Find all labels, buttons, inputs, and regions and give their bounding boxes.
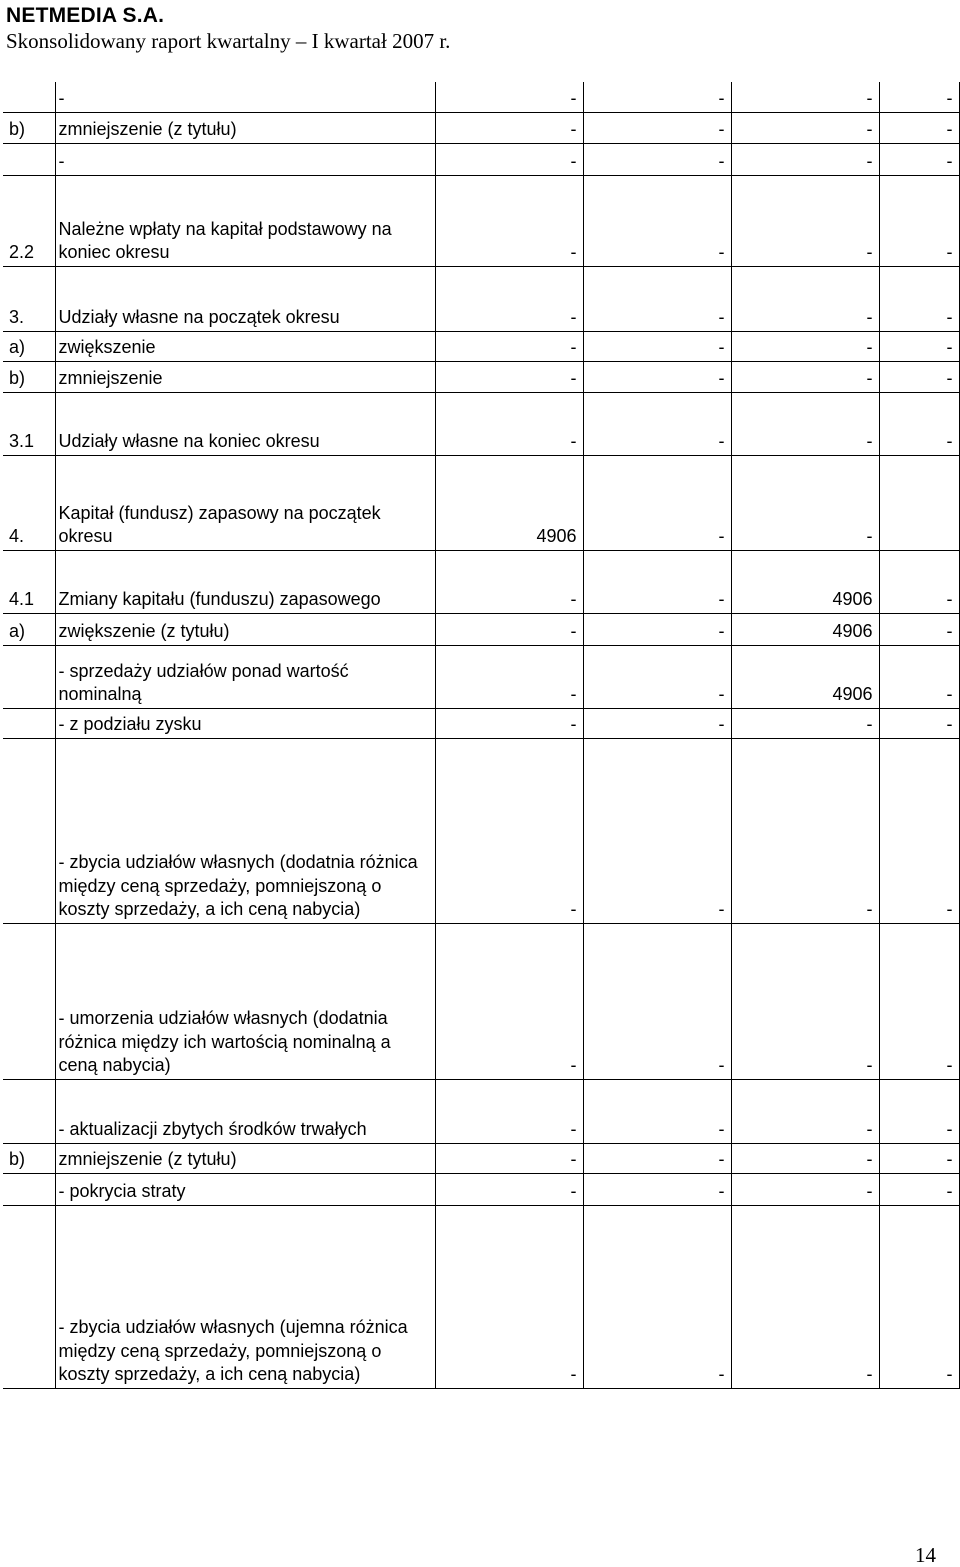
row-value: - <box>879 1143 959 1173</box>
row-value: - <box>731 923 879 1079</box>
row-value: - <box>435 175 583 266</box>
row-value: - <box>731 738 879 923</box>
row-value: - <box>731 392 879 455</box>
row-value: - <box>435 266 583 331</box>
row-description: - pokrycia straty <box>55 1173 435 1205</box>
row-value: 4906 <box>731 550 879 613</box>
row-value: - <box>879 143 959 175</box>
row-value: - <box>435 1143 583 1173</box>
table-row <box>3 645 959 708</box>
row-value: - <box>435 613 583 645</box>
row-value: - <box>583 143 731 175</box>
table-row <box>3 708 959 738</box>
row-description: - aktualizacji zbytych środków trwałych <box>55 1079 435 1143</box>
row-number <box>3 1205 55 1388</box>
row-value: - <box>731 1205 879 1388</box>
row-value: - <box>879 1173 959 1205</box>
table-row <box>3 613 959 645</box>
row-description: Należne wpłaty na kapitał podstawowy na koniec okresu <box>55 175 435 266</box>
row-value: - <box>435 331 583 361</box>
row-value: - <box>583 175 731 266</box>
row-value: - <box>731 1173 879 1205</box>
row-number <box>3 1173 55 1205</box>
row-number: b) <box>3 112 55 143</box>
row-description: - <box>55 143 435 175</box>
table-row <box>3 1205 959 1388</box>
row-description: Udziały własne na początek okresu <box>55 266 435 331</box>
row-number <box>3 1079 55 1143</box>
row-value: - <box>583 1205 731 1388</box>
row-number <box>3 923 55 1079</box>
row-description: zmniejszenie <box>55 361 435 392</box>
row-value: 4906 <box>731 613 879 645</box>
row-value: - <box>583 708 731 738</box>
row-value: - <box>879 175 959 266</box>
row-number: 3. <box>3 266 55 331</box>
row-value: - <box>583 392 731 455</box>
row-value: - <box>731 1143 879 1173</box>
row-value: - <box>435 1173 583 1205</box>
row-value: - <box>731 266 879 331</box>
row-value: - <box>731 361 879 392</box>
row-value: 4906 <box>435 455 583 550</box>
row-value: - <box>583 738 731 923</box>
row-value: - <box>879 613 959 645</box>
row-description: - sprzedaży udziałów ponad wartość nominalną <box>55 645 435 708</box>
row-value: - <box>879 550 959 613</box>
row-value: - <box>583 923 731 1079</box>
table-row <box>3 923 959 1079</box>
row-description: - z podziału zysku <box>55 708 435 738</box>
row-description: zwiększenie (z tytułu) <box>55 613 435 645</box>
row-number <box>3 708 55 738</box>
row-value: - <box>583 550 731 613</box>
table-row <box>3 266 959 331</box>
row-value: - <box>879 738 959 923</box>
row-value: - <box>879 392 959 455</box>
row-value: 4906 <box>731 645 879 708</box>
row-value: - <box>435 550 583 613</box>
row-value: - <box>583 645 731 708</box>
table-row <box>3 1143 959 1173</box>
row-value: - <box>731 175 879 266</box>
row-value: - <box>731 455 879 550</box>
row-number: b) <box>3 1143 55 1173</box>
row-value: - <box>583 1079 731 1143</box>
row-value: - <box>731 143 879 175</box>
row-description: zmniejszenie (z tytułu) <box>55 1143 435 1173</box>
table-row <box>3 143 959 175</box>
row-value: - <box>435 82 583 112</box>
row-value: - <box>435 923 583 1079</box>
table-row <box>3 82 959 112</box>
row-number <box>3 738 55 923</box>
table-row <box>3 455 959 550</box>
row-value: - <box>435 1205 583 1388</box>
row-value: - <box>435 361 583 392</box>
row-value: - <box>879 708 959 738</box>
row-value: - <box>879 923 959 1079</box>
row-value: - <box>583 613 731 645</box>
row-value <box>879 455 959 550</box>
row-description: Kapitał (fundusz) zapasowy na początek okresu <box>55 455 435 550</box>
row-description: - <box>55 82 435 112</box>
row-number: a) <box>3 613 55 645</box>
row-description: Udziały własne na koniec okresu <box>55 392 435 455</box>
row-value: - <box>731 112 879 143</box>
table-row <box>3 550 959 613</box>
row-number: 2.2 <box>3 175 55 266</box>
row-number: b) <box>3 361 55 392</box>
row-value: - <box>731 82 879 112</box>
document-header <box>6 4 946 54</box>
row-description: - zbycia udziałów własnych (dodatnia różnica między ceną sprzedaży, pomniejszoną o koszty sprzedaży, a ich ceną nabycia) <box>55 738 435 923</box>
page-number: 14 <box>915 1543 936 1567</box>
row-value: - <box>879 112 959 143</box>
row-value: - <box>583 331 731 361</box>
row-value: - <box>731 1079 879 1143</box>
row-number: a) <box>3 331 55 361</box>
row-value: - <box>879 82 959 112</box>
row-number <box>3 82 55 112</box>
row-description: - zbycia udziałów własnych (ujemna różnica między ceną sprzedaży, pomniejszoną o koszty sprzedaży, a ich ceną nabycia) <box>55 1205 435 1388</box>
row-value: - <box>731 708 879 738</box>
row-number: 4.1 <box>3 550 55 613</box>
row-value: - <box>879 361 959 392</box>
row-value: - <box>879 645 959 708</box>
table-row <box>3 738 959 923</box>
row-value: - <box>435 112 583 143</box>
table-row <box>3 361 959 392</box>
row-description: - umorzenia udziałów własnych (dodatnia różnica między ich wartością nominalną a ceną nabycia) <box>55 923 435 1079</box>
company-name: NETMEDIA S.A. <box>6 4 165 27</box>
row-value: - <box>583 455 731 550</box>
table-row <box>3 175 959 266</box>
row-value: - <box>583 266 731 331</box>
report-title: Skonsolidowany raport kwartalny – I kwartał 2007 r. <box>6 29 451 53</box>
row-value: - <box>435 645 583 708</box>
row-value: - <box>435 143 583 175</box>
row-description: Zmiany kapitału (funduszu) zapasowego <box>55 550 435 613</box>
row-value: - <box>435 1079 583 1143</box>
table-row <box>3 1079 959 1143</box>
row-value: - <box>435 392 583 455</box>
row-value: - <box>583 361 731 392</box>
row-number: 4. <box>3 455 55 550</box>
table-row <box>3 331 959 361</box>
equity-changes-table <box>3 82 960 1389</box>
row-number <box>3 645 55 708</box>
row-value: - <box>879 331 959 361</box>
row-value: - <box>583 1173 731 1205</box>
row-value: - <box>879 1079 959 1143</box>
row-number: 3.1 <box>3 392 55 455</box>
row-value: - <box>731 331 879 361</box>
table-row <box>3 112 959 143</box>
table-row <box>3 392 959 455</box>
table-row <box>3 1173 959 1205</box>
row-description: zmniejszenie (z tytułu) <box>55 112 435 143</box>
row-value: - <box>435 738 583 923</box>
row-value: - <box>879 266 959 331</box>
row-value: - <box>879 1205 959 1388</box>
row-value: - <box>583 1143 731 1173</box>
row-value: - <box>583 82 731 112</box>
row-value: - <box>583 112 731 143</box>
row-value: - <box>435 708 583 738</box>
row-description: zwiększenie <box>55 331 435 361</box>
row-number <box>3 143 55 175</box>
